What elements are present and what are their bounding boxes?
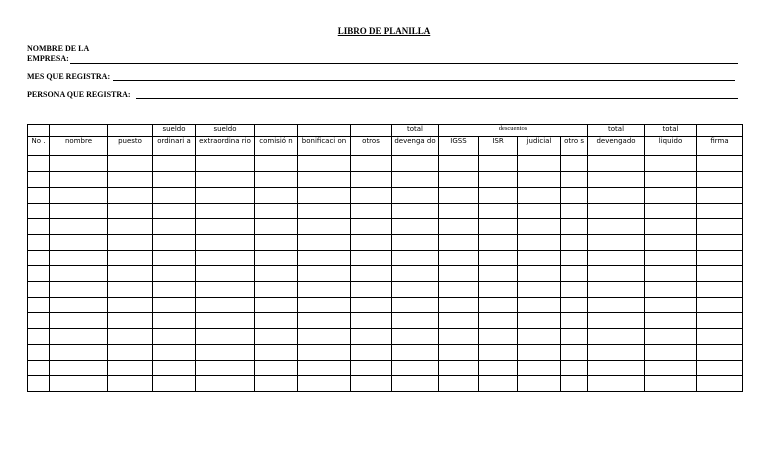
table-cell[interactable] — [561, 313, 588, 329]
table-cell[interactable] — [298, 313, 351, 329]
table-cell[interactable] — [588, 187, 645, 203]
table-cell[interactable] — [697, 219, 743, 235]
table-cell[interactable] — [298, 360, 351, 376]
table-cell[interactable] — [298, 297, 351, 313]
table-cell[interactable] — [351, 219, 392, 235]
table-cell[interactable] — [561, 266, 588, 282]
table-cell[interactable] — [392, 187, 439, 203]
table-cell[interactable] — [50, 329, 108, 345]
table-cell[interactable] — [153, 156, 196, 172]
table-cell[interactable] — [518, 329, 561, 345]
table-cell[interactable] — [645, 219, 697, 235]
table-row — [28, 187, 743, 203]
table-cell[interactable] — [561, 219, 588, 235]
table-cell[interactable] — [196, 313, 255, 329]
table-cell[interactable] — [588, 172, 645, 188]
table-cell[interactable] — [298, 234, 351, 250]
table-cell[interactable] — [645, 203, 697, 219]
table-cell[interactable] — [50, 187, 108, 203]
table-cell[interactable] — [153, 203, 196, 219]
table-cell[interactable] — [28, 297, 50, 313]
planilla-table — [27, 124, 743, 392]
hdr-sueldo-ordinario: ordinari a — [153, 136, 196, 156]
hdr-top-nombre — [50, 125, 108, 137]
table-cell[interactable] — [645, 156, 697, 172]
table-cell[interactable] — [153, 219, 196, 235]
table-cell[interactable] — [196, 329, 255, 345]
table-cell[interactable] — [439, 203, 479, 219]
table-cell[interactable] — [196, 250, 255, 266]
table-row — [28, 234, 743, 250]
table-cell[interactable] — [561, 172, 588, 188]
table-cell[interactable] — [351, 344, 392, 360]
table-cell[interactable] — [153, 329, 196, 345]
hdr-otros: otros — [351, 136, 392, 156]
table-cell[interactable] — [50, 313, 108, 329]
table-cell[interactable] — [153, 234, 196, 250]
table-cell[interactable] — [588, 266, 645, 282]
table-cell[interactable] — [255, 297, 298, 313]
table-cell[interactable] — [108, 282, 153, 298]
hdr-no: No . — [28, 136, 50, 156]
table-cell[interactable] — [392, 203, 439, 219]
table-cell[interactable] — [561, 376, 588, 392]
table-cell[interactable] — [697, 203, 743, 219]
table-cell[interactable] — [645, 234, 697, 250]
table-cell[interactable] — [196, 360, 255, 376]
table-cell[interactable] — [255, 329, 298, 345]
table-cell[interactable] — [561, 234, 588, 250]
table-cell[interactable] — [28, 376, 50, 392]
table-cell[interactable] — [479, 266, 518, 282]
table-cell[interactable] — [298, 250, 351, 266]
table-cell[interactable] — [561, 360, 588, 376]
mes-label: MES QUE REGISTRA: — [27, 72, 111, 81]
table-cell[interactable] — [645, 344, 697, 360]
table-cell[interactable] — [392, 360, 439, 376]
table-cell[interactable] — [697, 376, 743, 392]
table-cell[interactable] — [439, 172, 479, 188]
table-cell[interactable] — [479, 297, 518, 313]
table-cell[interactable] — [298, 203, 351, 219]
table-cell[interactable] — [50, 203, 108, 219]
table-cell[interactable] — [351, 360, 392, 376]
table-cell[interactable] — [588, 156, 645, 172]
table-cell[interactable] — [351, 172, 392, 188]
table-row — [28, 297, 743, 313]
hdr-top-total-devengado-short: total — [392, 125, 439, 137]
table-cell[interactable] — [196, 282, 255, 298]
empresa-line[interactable] — [70, 63, 738, 64]
table-cell[interactable] — [479, 234, 518, 250]
table-cell[interactable] — [518, 203, 561, 219]
table-row — [28, 360, 743, 376]
mes-line[interactable] — [113, 80, 735, 81]
table-cell[interactable] — [518, 376, 561, 392]
table-cell[interactable] — [561, 187, 588, 203]
table-cell[interactable] — [196, 203, 255, 219]
table-cell[interactable] — [298, 187, 351, 203]
table-cell[interactable] — [196, 266, 255, 282]
table-cell[interactable] — [645, 282, 697, 298]
table-cell[interactable] — [645, 313, 697, 329]
table-cell[interactable] — [479, 187, 518, 203]
table-cell[interactable] — [697, 250, 743, 266]
hdr-descuentos: descuentos — [439, 125, 588, 137]
table-cell[interactable] — [479, 329, 518, 345]
table-cell[interactable] — [588, 329, 645, 345]
table-cell[interactable] — [28, 187, 50, 203]
table-cell[interactable] — [255, 266, 298, 282]
hdr-top-firma — [697, 125, 743, 137]
table-cell[interactable] — [196, 344, 255, 360]
table-cell[interactable] — [50, 219, 108, 235]
table-cell[interactable] — [479, 156, 518, 172]
table-cell[interactable] — [645, 329, 697, 345]
table-cell[interactable] — [518, 297, 561, 313]
table-cell[interactable] — [28, 329, 50, 345]
table-cell[interactable] — [588, 282, 645, 298]
table-cell[interactable] — [697, 344, 743, 360]
table-cell[interactable] — [298, 156, 351, 172]
table-cell[interactable] — [561, 297, 588, 313]
table-cell[interactable] — [561, 344, 588, 360]
table-cell[interactable] — [439, 156, 479, 172]
table-cell[interactable] — [50, 344, 108, 360]
hdr-sueldo-extraordinario: extraordina rio — [196, 136, 255, 156]
table-cell[interactable] — [196, 376, 255, 392]
table-cell[interactable] — [392, 282, 439, 298]
table-cell[interactable] — [108, 297, 153, 313]
table-cell[interactable] — [153, 376, 196, 392]
table-cell[interactable] — [153, 250, 196, 266]
hdr-top-comision — [255, 125, 298, 137]
table-cell[interactable] — [392, 219, 439, 235]
table-cell[interactable] — [697, 297, 743, 313]
empresa-label-line2: EMPRESA: — [27, 54, 69, 63]
table-cell[interactable] — [588, 376, 645, 392]
table-cell[interactable] — [561, 329, 588, 345]
table-cell[interactable] — [255, 344, 298, 360]
table-cell[interactable] — [298, 172, 351, 188]
table-cell[interactable] — [50, 156, 108, 172]
table-cell[interactable] — [561, 203, 588, 219]
table-cell[interactable] — [561, 250, 588, 266]
table-cell[interactable] — [351, 329, 392, 345]
table-cell[interactable] — [255, 313, 298, 329]
table-cell[interactable] — [351, 250, 392, 266]
hdr-otros-desc: otro s — [561, 136, 588, 156]
table-row — [28, 250, 743, 266]
table-cell[interactable] — [392, 313, 439, 329]
table-cell[interactable] — [518, 313, 561, 329]
table-cell[interactable] — [351, 234, 392, 250]
table-cell[interactable] — [518, 156, 561, 172]
table-cell[interactable] — [697, 187, 743, 203]
table-cell[interactable] — [351, 203, 392, 219]
table-cell[interactable] — [108, 187, 153, 203]
table-cell[interactable] — [697, 266, 743, 282]
table-cell[interactable] — [697, 360, 743, 376]
table-cell[interactable] — [28, 282, 50, 298]
table-cell[interactable] — [153, 360, 196, 376]
table-cell[interactable] — [392, 344, 439, 360]
table-row — [28, 266, 743, 282]
table-cell[interactable] — [439, 219, 479, 235]
table-cell[interactable] — [50, 282, 108, 298]
table-cell[interactable] — [153, 344, 196, 360]
table-cell[interactable] — [479, 344, 518, 360]
table-cell[interactable] — [28, 203, 50, 219]
table-cell[interactable] — [28, 266, 50, 282]
table-cell[interactable] — [351, 187, 392, 203]
hdr-igss: IGSS — [439, 136, 479, 156]
table-cell[interactable] — [588, 203, 645, 219]
table-cell[interactable] — [351, 156, 392, 172]
table-cell[interactable] — [392, 329, 439, 345]
table-cell[interactable] — [196, 297, 255, 313]
table-cell[interactable] — [392, 250, 439, 266]
table-row — [28, 329, 743, 345]
table-row — [28, 156, 743, 172]
table-cell[interactable] — [50, 297, 108, 313]
header-row-top — [28, 125, 743, 137]
table-cell[interactable] — [479, 376, 518, 392]
table-row — [28, 172, 743, 188]
table-cell[interactable] — [351, 313, 392, 329]
table-cell[interactable] — [588, 360, 645, 376]
table-cell[interactable] — [518, 172, 561, 188]
empresa-label-line1: NOMBRE DE LA — [27, 44, 90, 53]
persona-label: PERSONA QUE REGISTRA: — [27, 90, 131, 99]
table-cell[interactable] — [518, 187, 561, 203]
table-cell[interactable] — [351, 297, 392, 313]
table-cell[interactable] — [588, 219, 645, 235]
table-cell[interactable] — [196, 172, 255, 188]
table-cell[interactable] — [479, 219, 518, 235]
table-cell[interactable] — [518, 234, 561, 250]
table-cell[interactable] — [645, 376, 697, 392]
table-cell[interactable] — [518, 219, 561, 235]
table-cell[interactable] — [439, 297, 479, 313]
table-cell[interactable] — [439, 282, 479, 298]
table-cell[interactable] — [108, 360, 153, 376]
table-cell[interactable] — [392, 297, 439, 313]
table-cell[interactable] — [588, 234, 645, 250]
table-cell[interactable] — [196, 219, 255, 235]
table-cell[interactable] — [255, 282, 298, 298]
table-cell[interactable] — [392, 266, 439, 282]
empresa-field — [27, 44, 89, 64]
table-row — [28, 203, 743, 219]
hdr-top-bonificacion — [298, 125, 351, 137]
table-cell[interactable] — [439, 266, 479, 282]
table-cell[interactable] — [255, 187, 298, 203]
table-cell[interactable] — [196, 156, 255, 172]
table-cell[interactable] — [108, 313, 153, 329]
table-cell[interactable] — [255, 156, 298, 172]
table-cell[interactable] — [439, 250, 479, 266]
table-cell[interactable] — [108, 203, 153, 219]
table-cell[interactable] — [518, 360, 561, 376]
table-cell[interactable] — [108, 329, 153, 345]
table-cell[interactable] — [298, 219, 351, 235]
table-cell[interactable] — [108, 219, 153, 235]
table-cell[interactable] — [588, 344, 645, 360]
table-cell[interactable] — [588, 297, 645, 313]
table-cell[interactable] — [108, 172, 153, 188]
table-cell[interactable] — [298, 329, 351, 345]
table-cell[interactable] — [479, 203, 518, 219]
table-cell[interactable] — [108, 156, 153, 172]
hdr-top-total-liquido: total — [645, 125, 697, 137]
table-cell[interactable] — [255, 376, 298, 392]
table-cell[interactable] — [392, 156, 439, 172]
table-cell[interactable] — [518, 250, 561, 266]
table-cell[interactable] — [479, 282, 518, 298]
hdr-comision: comisió n — [255, 136, 298, 156]
table-cell[interactable] — [153, 266, 196, 282]
table-cell[interactable] — [153, 297, 196, 313]
table-cell[interactable] — [108, 250, 153, 266]
table-cell[interactable] — [28, 172, 50, 188]
table-cell[interactable] — [153, 187, 196, 203]
hdr-top-total-devengado: total — [588, 125, 645, 137]
table-cell[interactable] — [518, 266, 561, 282]
table-cell[interactable] — [50, 234, 108, 250]
table-cell[interactable] — [255, 234, 298, 250]
table-cell[interactable] — [50, 172, 108, 188]
table-cell[interactable] — [439, 329, 479, 345]
table-cell[interactable] — [439, 234, 479, 250]
persona-line[interactable] — [136, 98, 738, 99]
table-cell[interactable] — [50, 360, 108, 376]
table-cell[interactable] — [439, 344, 479, 360]
table-row — [28, 376, 743, 392]
hdr-total-devengado: devengado — [588, 136, 645, 156]
page-title: LIBRO DE PLANILLA — [337, 26, 431, 36]
table-cell[interactable] — [298, 282, 351, 298]
table-cell[interactable] — [28, 250, 50, 266]
table-cell[interactable] — [108, 376, 153, 392]
table-cell[interactable] — [28, 234, 50, 250]
table-cell[interactable] — [645, 297, 697, 313]
hdr-total-liquido: liquido — [645, 136, 697, 156]
table-cell[interactable] — [392, 172, 439, 188]
header-row — [28, 136, 743, 156]
table-cell[interactable] — [697, 156, 743, 172]
table-cell[interactable] — [561, 156, 588, 172]
hdr-total-devengado-short: devenga do — [392, 136, 439, 156]
table-cell[interactable] — [351, 376, 392, 392]
table-cell[interactable] — [645, 360, 697, 376]
table-cell[interactable] — [479, 313, 518, 329]
table-cell[interactable] — [28, 360, 50, 376]
table-cell[interactable] — [255, 360, 298, 376]
hdr-top-sueldo-ordinario: sueldo — [153, 125, 196, 137]
table-cell[interactable] — [479, 172, 518, 188]
table-cell[interactable] — [439, 376, 479, 392]
table-row — [28, 219, 743, 235]
table-cell[interactable] — [108, 266, 153, 282]
table-cell[interactable] — [518, 344, 561, 360]
table-cell[interactable] — [439, 360, 479, 376]
table-cell[interactable] — [697, 234, 743, 250]
table-cell[interactable] — [392, 376, 439, 392]
table-cell[interactable] — [28, 344, 50, 360]
hdr-puesto: puesto — [108, 136, 153, 156]
table-cell[interactable] — [153, 282, 196, 298]
hdr-top-sueldo-extraordinario: sueldo — [196, 125, 255, 137]
hdr-judicial: judicial — [518, 136, 561, 156]
table-row — [28, 313, 743, 329]
table-cell[interactable] — [645, 172, 697, 188]
table-cell[interactable] — [28, 313, 50, 329]
table-cell[interactable] — [255, 219, 298, 235]
table-row — [28, 344, 743, 360]
table-cell[interactable] — [255, 172, 298, 188]
table-cell[interactable] — [645, 250, 697, 266]
hdr-top-no — [28, 125, 50, 137]
table-cell[interactable] — [479, 360, 518, 376]
table-cell[interactable] — [196, 234, 255, 250]
hdr-isr: ISR — [479, 136, 518, 156]
table-cell[interactable] — [518, 282, 561, 298]
hdr-top-otros — [351, 125, 392, 137]
table-cell[interactable] — [298, 376, 351, 392]
table-cell[interactable] — [439, 187, 479, 203]
table-cell[interactable] — [588, 313, 645, 329]
table-cell[interactable] — [298, 344, 351, 360]
table-cell[interactable] — [50, 250, 108, 266]
table-cell[interactable] — [351, 282, 392, 298]
table-row — [28, 282, 743, 298]
table-cell[interactable] — [351, 266, 392, 282]
table-cell[interactable] — [28, 156, 50, 172]
table-cell[interactable] — [479, 250, 518, 266]
table-cell[interactable] — [392, 234, 439, 250]
table-cell[interactable] — [153, 313, 196, 329]
hdr-top-puesto — [108, 125, 153, 137]
hdr-nombre: nombre — [50, 136, 108, 156]
table-cell[interactable] — [50, 266, 108, 282]
table-cell[interactable] — [561, 282, 588, 298]
table-cell[interactable] — [697, 313, 743, 329]
table-cell[interactable] — [298, 266, 351, 282]
hdr-firma: firma — [697, 136, 743, 156]
table-cell[interactable] — [255, 203, 298, 219]
table-cell[interactable] — [108, 344, 153, 360]
table-cell[interactable] — [645, 187, 697, 203]
table-cell[interactable] — [255, 250, 298, 266]
table-cell[interactable] — [196, 187, 255, 203]
table-cell[interactable] — [28, 219, 50, 235]
table-cell[interactable] — [153, 172, 196, 188]
table-cell[interactable] — [50, 376, 108, 392]
table-cell[interactable] — [108, 234, 153, 250]
table-cell[interactable] — [697, 172, 743, 188]
table-cell[interactable] — [645, 266, 697, 282]
table-cell[interactable] — [697, 329, 743, 345]
table-cell[interactable] — [697, 282, 743, 298]
table-cell[interactable] — [439, 313, 479, 329]
hdr-bonificacion: bonificaci on — [298, 136, 351, 156]
table-cell[interactable] — [588, 250, 645, 266]
